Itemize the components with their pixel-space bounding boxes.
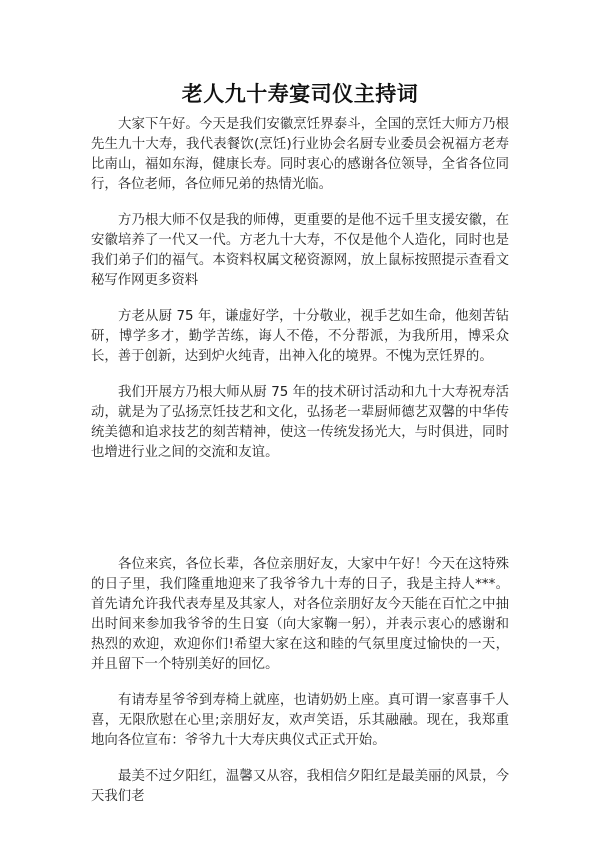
paragraph-event-purpose: 我们开展方乃根大师从厨 75 年的技术研讨活动和九十大寿祝寿活动，就是为了弘扬烹饪技艺和文化，弘扬老一辈厨师德艺双馨的中华传统美德和追求技艺的刻苦精神，使这一传统发扬光大，与时俱进，同时也增进行业之间的交流和友谊。 (91, 385, 509, 460)
paragraph-host-welcome: 各位来宾，各位长辈，各位亲朋好友，大家中午好！今天在这特殊的日子里，我们隆重地迎来了我爷爷九十寿的日子，我是主持人***。首先请允许我代表寿星及其家人，对各位亲朋好友今天能在百忙之中抽出时间来参加我爷爷的生日宴（向大家鞠一躬），并表示衷心的感谢和热烈的欢迎，欢迎你们!希望大家在这和睦的气氛里度过愉快的一天，并且留下一个特别美好的回忆。 (91, 557, 509, 672)
document-title: 老人九十寿宴司仪主持词 (181, 82, 419, 106)
paragraph-sunset: 最美不过夕阳红，温馨又从容，我相信夕阳红是最美丽的风景，今天我们老 (91, 769, 509, 804)
document-body (91, 115, 509, 807)
paragraph-master-intro: 方乃根大师不仅是我的师傅，更重要的是他不远千里支援安徽，在安徽培养了一代又一代。方老九十大寿，不仅是他个人造化，同时也是我们弟子们的福气。本资料权属文秘资源网，放上鼠标按照提示查看文秘写作网更多资料 (91, 213, 509, 288)
paragraph-ceremony-start: 有请寿星爷爷到寿椅上就座，也请奶奶上座。真可谓一家喜事千人喜，无限欣慰在心里;亲朋好友，欢声笑语，乐其融融。现在，我郑重地向各位宣布：爷爷九十大寿庆典仪式正式开始。 (91, 693, 509, 748)
paragraph-career: 方老从厨 75 年，谦虚好学，十分敬业，视手艺如生命，他刻苦钻研，博学多才，勤学苦练，诲人不倦，不分帮派，为我所用，博采众长，善于创新，达到炉火纯青，出神入化的境界。不愧为烹饪界的。 (91, 309, 509, 364)
paragraph-greeting: 大家下午好。今天是我们安徽烹饪界泰斗，全国的烹饪大师方乃根先生九十大寿，我代表餐饮(烹饪)行业协会名厨专业委员会祝福方老寿比南山，福如东海，健康长寿。同时衷心的感谢各位领导，全省各位同行，各位老师，各位师兄弟的热情光临。 (91, 117, 509, 192)
